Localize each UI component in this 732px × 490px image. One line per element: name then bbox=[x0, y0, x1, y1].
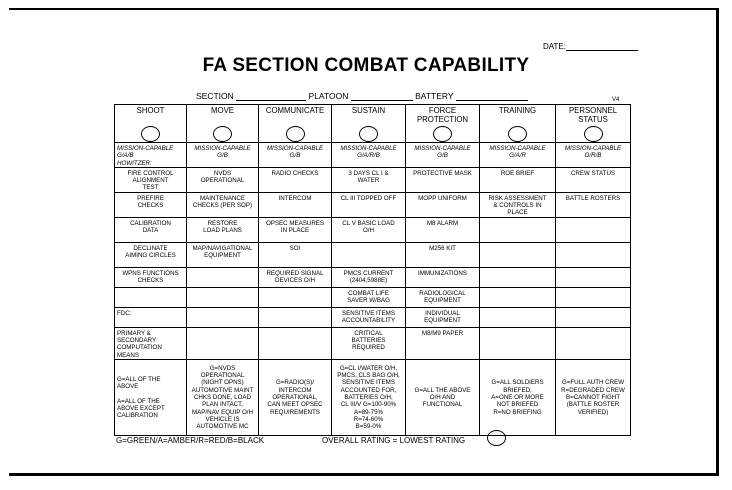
capability-table bbox=[114, 104, 631, 436]
header-training bbox=[480, 105, 556, 143]
checklist-item-training bbox=[480, 217, 556, 242]
header-label: PERSONNEL STATUS bbox=[568, 106, 618, 124]
rating-criteria-sustain: G=CL I/WATER O/H, PMCS, CLS BAG O/H, SENSITIVE ITEMS ACCOUNTED FOR, BATTERIES O/H, CL III/V G=100-90% A=89-75% R=74-60% B=59-0% bbox=[332, 360, 406, 436]
rating-criteria-move: G=NVDS OPERATIONAL (NIGHT OPNS) AUTOMOTIVE MAINT CHKS DONE, LOAD PLAN INTACT, MAP/NAV EQUIP O/H VEHICLE IS AUTOMOTIVE MC bbox=[187, 360, 259, 436]
rating-codes-move: MISSION-CAPABLE G/B bbox=[187, 143, 259, 168]
version-label: V4 bbox=[612, 97, 620, 103]
checklist-row bbox=[115, 217, 631, 242]
date-input-line[interactable] bbox=[566, 42, 638, 51]
checklist-item-personnel-status bbox=[556, 242, 631, 267]
checklist-item-training bbox=[480, 267, 556, 287]
header-label: SHOOT bbox=[136, 106, 165, 115]
checklist-item-sustain: CRITICAL BATTERIES REQUIRED bbox=[332, 327, 406, 359]
checklist-item-move bbox=[187, 327, 259, 359]
criteria-row bbox=[115, 360, 631, 436]
unit-identification-line bbox=[196, 91, 528, 101]
checklist-item-personnel-status bbox=[556, 287, 631, 307]
checklist-item-shoot: CALIBRATION DATA bbox=[115, 217, 187, 242]
checklist-item-move bbox=[187, 267, 259, 287]
header-communicate bbox=[259, 105, 332, 143]
rating-criteria-communicate: G=RADIO(S)/ INTERCOM OPERATIONAL, CAN MEET OPSEC REQUIREMENTS bbox=[259, 360, 332, 436]
checklist-item-training: ROE BRIEF bbox=[480, 167, 556, 192]
rating-circle-shoot[interactable] bbox=[141, 126, 160, 142]
checklist-item-move bbox=[187, 287, 259, 307]
checklist-item-shoot: WPNS FUNCTIONS CHECKS bbox=[115, 267, 187, 287]
checklist-item-training bbox=[480, 242, 556, 267]
checklist-item-sustain: 3 DAYS CL I & WATER bbox=[332, 167, 406, 192]
date-field bbox=[543, 42, 638, 51]
checklist-row bbox=[115, 327, 631, 359]
checklist-item-sustain: CL V BASIC LOAD O/H bbox=[332, 217, 406, 242]
section-input-line[interactable] bbox=[236, 92, 306, 101]
checklist-item-force-protection: IMMUNIZATIONS bbox=[406, 267, 480, 287]
header-row bbox=[115, 105, 631, 143]
battery-input-line[interactable] bbox=[456, 92, 528, 101]
checklist-row bbox=[115, 242, 631, 267]
checklist-item-training bbox=[480, 287, 556, 307]
checklist-item-personnel-status bbox=[556, 307, 631, 327]
platoon-label: PLATOON bbox=[308, 91, 349, 101]
battery-label: BATTERY bbox=[415, 91, 454, 101]
checklist-item-force-protection: INDIVIDUAL EQUIPMENT bbox=[406, 307, 480, 327]
header-shoot bbox=[115, 105, 187, 143]
checklist-item-force-protection: MOPP UNIFORM bbox=[406, 192, 480, 217]
header-label: TRAINING bbox=[498, 106, 537, 115]
checklist-item-personnel-status: BATTLE ROSTERS bbox=[556, 192, 631, 217]
checklist-item-force-protection: M256 KIT bbox=[406, 242, 480, 267]
header-move bbox=[187, 105, 259, 143]
overall-rating-label: OVERALL RATING = LOWEST RATING bbox=[322, 436, 466, 445]
overall-rating-circle[interactable] bbox=[487, 430, 506, 446]
checklist-item-move: MAP/NAVIGATIONAL EQUIPMENT bbox=[187, 242, 259, 267]
checklist-item-sustain: SENSITIVE ITEMS ACCOUNTABILITY bbox=[332, 307, 406, 327]
checklist-item-force-protection: PROTECTIVE MASK bbox=[406, 167, 480, 192]
color-legend: G=GREEN/A=AMBER/R=RED/B=BLACK bbox=[116, 436, 265, 445]
checklist-item-training: RISK ASSESSMENT & CONTROLS IN PLACE bbox=[480, 192, 556, 217]
checklist-item-communicate bbox=[259, 307, 332, 327]
checklist-item-move bbox=[187, 307, 259, 327]
rating-codes-shoot: MISSION-CAPABLE G/A/B HOWITZER: bbox=[115, 143, 187, 168]
checklist-item-sustain: CL III TOPPED OFF bbox=[332, 192, 406, 217]
rating-codes-personnel-status: MISSION-CAPABLE G/R/B bbox=[556, 143, 631, 168]
rating-codes-force-protection: MISSION-CAPABLE G/B bbox=[406, 143, 480, 168]
page-title: FA SECTION COMBAT CAPABILITY bbox=[202, 55, 530, 76]
checklist-row bbox=[115, 167, 631, 192]
checklist-item-communicate: SOI bbox=[259, 242, 332, 267]
checklist-item-force-protection: M8 ALARM bbox=[406, 217, 480, 242]
checklist-item-sustain: COMBAT LIFE SAVER W/BAG bbox=[332, 287, 406, 307]
checklist-item-shoot: FIRE CONTROL ALIGNMENT TEST bbox=[115, 167, 187, 192]
checklist-item-shoot: DECLINATE AIMING CIRCLES bbox=[115, 242, 187, 267]
checklist-item-sustain bbox=[332, 242, 406, 267]
rating-criteria-personnel-status: G=FULL AUTH CREW R=DEGRADED CREW B=CANNOT FIGHT (BATTLE ROSTER VERIFIED) bbox=[556, 360, 631, 436]
checklist-item-shoot: PRIMARY & SECONDARY COMPUTATION MEANS bbox=[115, 327, 187, 359]
checklist-item-communicate: INTERCOM bbox=[259, 192, 332, 217]
rating-codes-training: MISSION-CAPABLE G/A/R bbox=[480, 143, 556, 168]
checklist-item-sustain: PMCS CURRENT (2404,5988E) bbox=[332, 267, 406, 287]
rating-codes-communicate: MISSION-CAPABLE G/B bbox=[259, 143, 332, 168]
rating-circle-communicate[interactable] bbox=[286, 126, 305, 142]
rating-criteria-force-protection: G=ALL THE ABOVE O/H AND FUNCTIONAL bbox=[406, 360, 480, 436]
checklist-item-shoot bbox=[115, 287, 187, 307]
header-sustain bbox=[332, 105, 406, 143]
checklist-row bbox=[115, 307, 631, 327]
checklist-item-move: NVDS OPERATIONAL bbox=[187, 167, 259, 192]
checklist-row bbox=[115, 287, 631, 307]
rating-circle-personnel-status[interactable] bbox=[584, 126, 603, 142]
header-label: FORCE PROTECTION bbox=[416, 106, 469, 124]
rating-criteria-training: G=ALL SOLDIERS BRIEFED, A=ONE OR MORE NOT BRIEFED R=NO BRIEFING bbox=[480, 360, 556, 436]
checklist-item-training bbox=[480, 307, 556, 327]
rating-circle-training[interactable] bbox=[508, 126, 527, 142]
header-label: MOVE bbox=[211, 106, 234, 115]
header-label: SUSTAIN bbox=[351, 106, 386, 115]
rating-criteria-shoot: G=ALL OF THE ABOVE A=ALL OF THE ABOVE EXCEPT CALIBRATION bbox=[115, 360, 187, 436]
header-label: COMMUNICATE bbox=[265, 106, 325, 115]
checklist-item-shoot: FDC: bbox=[115, 307, 187, 327]
checklist-item-shoot: PREFIRE CHECKS bbox=[115, 192, 187, 217]
checklist-item-training bbox=[480, 327, 556, 359]
header-force-protection bbox=[406, 105, 480, 143]
checklist-row bbox=[115, 267, 631, 287]
checklist-row bbox=[115, 192, 631, 217]
rating-circle-sustain[interactable] bbox=[359, 126, 378, 142]
checklist-item-personnel-status: CREW STATUS bbox=[556, 167, 631, 192]
checklist-item-personnel-status bbox=[556, 217, 631, 242]
checklist-item-move: RESTORE LOAD PLANS bbox=[187, 217, 259, 242]
section-label: SECTION bbox=[196, 91, 234, 101]
rating-circle-force-protection[interactable] bbox=[433, 126, 452, 142]
checklist-item-force-protection: RADIOLOGICAL EQUIPMENT bbox=[406, 287, 480, 307]
date-label: DATE: bbox=[543, 42, 566, 51]
header-personnel-status bbox=[556, 105, 631, 143]
checklist-item-force-protection: M8/M9 PAPER bbox=[406, 327, 480, 359]
rating-codes-row bbox=[115, 143, 631, 168]
checklist-item-personnel-status bbox=[556, 267, 631, 287]
checklist-item-move: MAINTENANCE CHECKS (PER SOP) bbox=[187, 192, 259, 217]
checklist-item-communicate: REQUIRED SIGNAL DEVICES O/H bbox=[259, 267, 332, 287]
checklist-item-communicate: OPSEC MEASURES IN PLACE bbox=[259, 217, 332, 242]
rating-circle-move[interactable] bbox=[213, 126, 232, 142]
rating-codes-sustain: MISSION-CAPABLE G/A/R/B bbox=[332, 143, 406, 168]
checklist-item-communicate bbox=[259, 287, 332, 307]
checklist-item-personnel-status bbox=[556, 327, 631, 359]
checklist-item-communicate bbox=[259, 327, 332, 359]
platoon-input-line[interactable] bbox=[351, 92, 413, 101]
checklist-item-communicate: RADIO CHECKS bbox=[259, 167, 332, 192]
